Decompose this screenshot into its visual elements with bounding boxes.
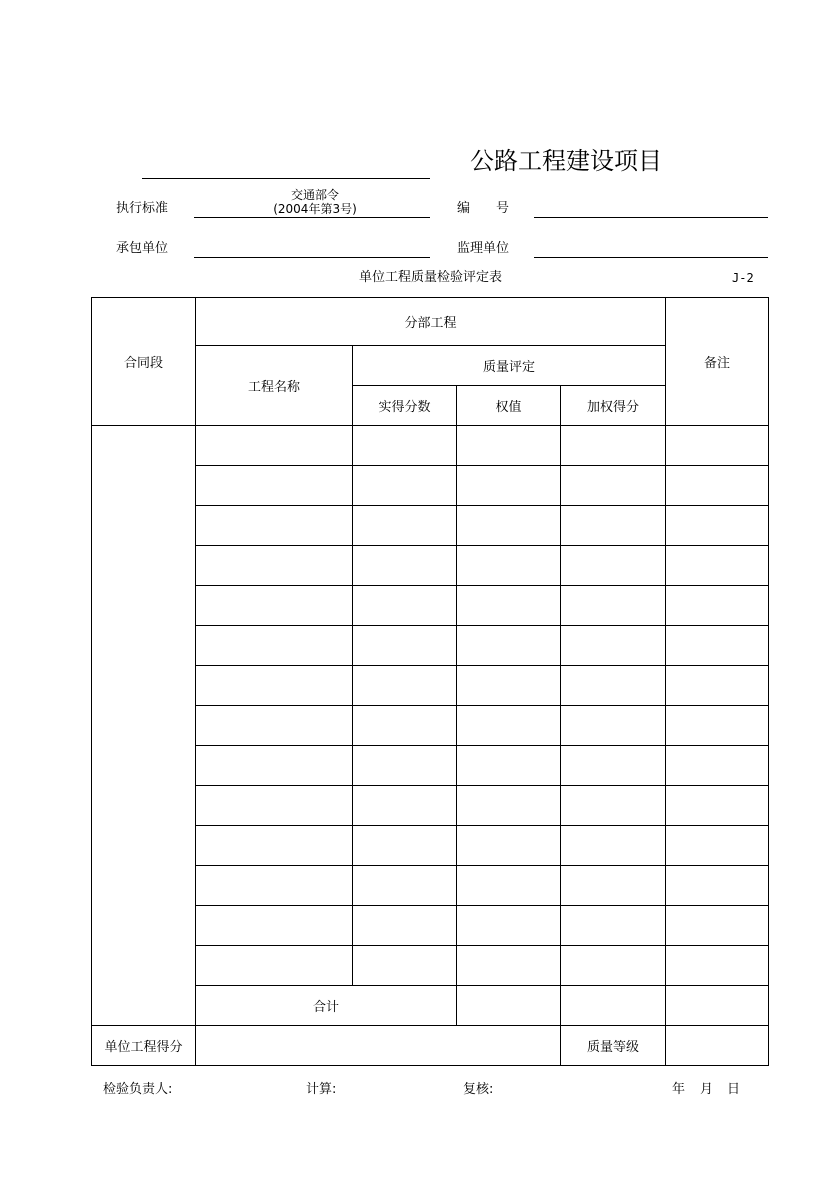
page-title: 公路工程建设项目 [470, 147, 662, 175]
actual-score-cell[interactable] [353, 466, 457, 506]
execution-standard-underline [194, 217, 430, 218]
remarks-cell[interactable] [666, 666, 769, 706]
project-name-cell[interactable] [196, 426, 353, 466]
weight-cell[interactable] [457, 706, 561, 746]
actual-score-header: 实得分数 [353, 386, 457, 426]
table-row [92, 426, 769, 466]
actual-score-cell[interactable] [353, 866, 457, 906]
weight-cell[interactable] [457, 506, 561, 546]
contract-section-cell[interactable] [92, 426, 196, 1026]
weight-cell[interactable] [457, 586, 561, 626]
contractor-label: 承包单位 [116, 241, 169, 256]
execution-standard-line1: 交通部令 [290, 188, 339, 202]
weight-cell[interactable] [457, 826, 561, 866]
actual-score-cell[interactable] [353, 906, 457, 946]
unit-score-label: 单位工程得分 [92, 1026, 196, 1066]
form-title: 单位工程质量检验评定表 [359, 270, 503, 285]
remarks-cell[interactable] [666, 706, 769, 746]
execution-standard-value [250, 188, 380, 216]
weighted-score-cell[interactable] [561, 586, 666, 626]
remarks-cell[interactable] [666, 826, 769, 866]
actual-score-cell[interactable] [353, 746, 457, 786]
weight-header: 权值 [457, 386, 561, 426]
project-name-cell[interactable] [196, 666, 353, 706]
weighted-score-header: 加权得分 [561, 386, 666, 426]
weight-cell[interactable] [457, 866, 561, 906]
actual-score-cell[interactable] [353, 626, 457, 666]
reviewer-label: 复核: [463, 1082, 494, 1097]
actual-score-cell[interactable] [353, 826, 457, 866]
project-name-cell[interactable] [196, 866, 353, 906]
actual-score-cell[interactable] [353, 946, 457, 986]
weighted-score-cell[interactable] [561, 666, 666, 706]
actual-score-cell[interactable] [353, 506, 457, 546]
project-name-cell[interactable] [196, 626, 353, 666]
weight-cell[interactable] [457, 426, 561, 466]
remarks-cell[interactable] [666, 426, 769, 466]
weight-cell[interactable] [457, 906, 561, 946]
remarks-cell[interactable] [666, 626, 769, 666]
project-name-cell[interactable] [196, 546, 353, 586]
execution-standard-line2: (2004年第3号) [273, 202, 357, 216]
execution-standard-label: 执行标准 [116, 201, 169, 216]
supervisor-label: 监理单位 [457, 241, 510, 256]
quality-grade-value-cell[interactable] [666, 1026, 769, 1066]
remarks-cell[interactable] [666, 866, 769, 906]
weighted-score-cell[interactable] [561, 426, 666, 466]
weighted-score-cell[interactable] [561, 906, 666, 946]
actual-score-cell[interactable] [353, 666, 457, 706]
project-name-cell[interactable] [196, 506, 353, 546]
remarks-cell[interactable] [666, 906, 769, 946]
weighted-score-cell[interactable] [561, 786, 666, 826]
unit-score-value-cell[interactable] [196, 1026, 561, 1066]
remarks-cell[interactable] [666, 746, 769, 786]
actual-score-cell[interactable] [353, 786, 457, 826]
remarks-header: 备注 [666, 298, 769, 426]
weighted-score-cell[interactable] [561, 706, 666, 746]
contractor-field-underline[interactable] [194, 257, 430, 258]
actual-score-cell[interactable] [353, 706, 457, 746]
weight-cell[interactable] [457, 946, 561, 986]
total-label: 合计 [196, 986, 457, 1026]
date-day-label: 日 [727, 1082, 741, 1097]
inspector-label: 检验负责人: [103, 1082, 173, 1097]
quality-assessment-header: 质量评定 [353, 346, 666, 386]
actual-score-cell[interactable] [353, 426, 457, 466]
title-prefix-underline [142, 178, 430, 179]
weight-cell[interactable] [457, 626, 561, 666]
weighted-score-cell[interactable] [561, 946, 666, 986]
calculator-label: 计算: [306, 1082, 337, 1097]
date-year-label: 年 [672, 1082, 686, 1097]
weight-cell[interactable] [457, 746, 561, 786]
weighted-score-cell[interactable] [561, 826, 666, 866]
total-weighted-score-cell[interactable] [561, 986, 666, 1026]
remarks-cell[interactable] [666, 466, 769, 506]
unit-score-row [92, 1026, 769, 1066]
remarks-cell[interactable] [666, 546, 769, 586]
actual-score-cell[interactable] [353, 546, 457, 586]
weighted-score-cell[interactable] [561, 466, 666, 506]
form-code: J-2 [732, 271, 754, 285]
weighted-score-cell[interactable] [561, 506, 666, 546]
remarks-cell[interactable] [666, 946, 769, 986]
project-name-cell[interactable] [196, 586, 353, 626]
weight-cell[interactable] [457, 666, 561, 706]
project-name-cell[interactable] [196, 746, 353, 786]
assessment-table [91, 297, 769, 1066]
weighted-score-cell[interactable] [561, 546, 666, 586]
weight-cell[interactable] [457, 786, 561, 826]
project-name-cell[interactable] [196, 946, 353, 986]
project-name-cell[interactable] [196, 706, 353, 746]
contract-section-header: 合同段 [92, 298, 196, 426]
weight-cell[interactable] [457, 466, 561, 506]
number-label: 编 号 [457, 201, 510, 216]
total-weight-cell[interactable] [457, 986, 561, 1026]
actual-score-cell[interactable] [353, 586, 457, 626]
project-name-cell[interactable] [196, 466, 353, 506]
sub-project-header: 分部工程 [196, 298, 666, 346]
total-remarks-cell[interactable] [666, 986, 769, 1026]
date-month-label: 月 [700, 1082, 714, 1097]
number-field-underline[interactable] [534, 217, 768, 218]
remarks-cell[interactable] [666, 786, 769, 826]
project-name-cell[interactable] [196, 906, 353, 946]
project-name-cell[interactable] [196, 786, 353, 826]
weighted-score-cell[interactable] [561, 626, 666, 666]
project-name-header: 工程名称 [196, 346, 353, 426]
remarks-cell[interactable] [666, 586, 769, 626]
weighted-score-cell[interactable] [561, 746, 666, 786]
supervisor-field-underline[interactable] [534, 257, 768, 258]
weight-cell[interactable] [457, 546, 561, 586]
quality-grade-label: 质量等级 [561, 1026, 666, 1066]
remarks-cell[interactable] [666, 506, 769, 546]
weighted-score-cell[interactable] [561, 866, 666, 906]
project-name-cell[interactable] [196, 826, 353, 866]
